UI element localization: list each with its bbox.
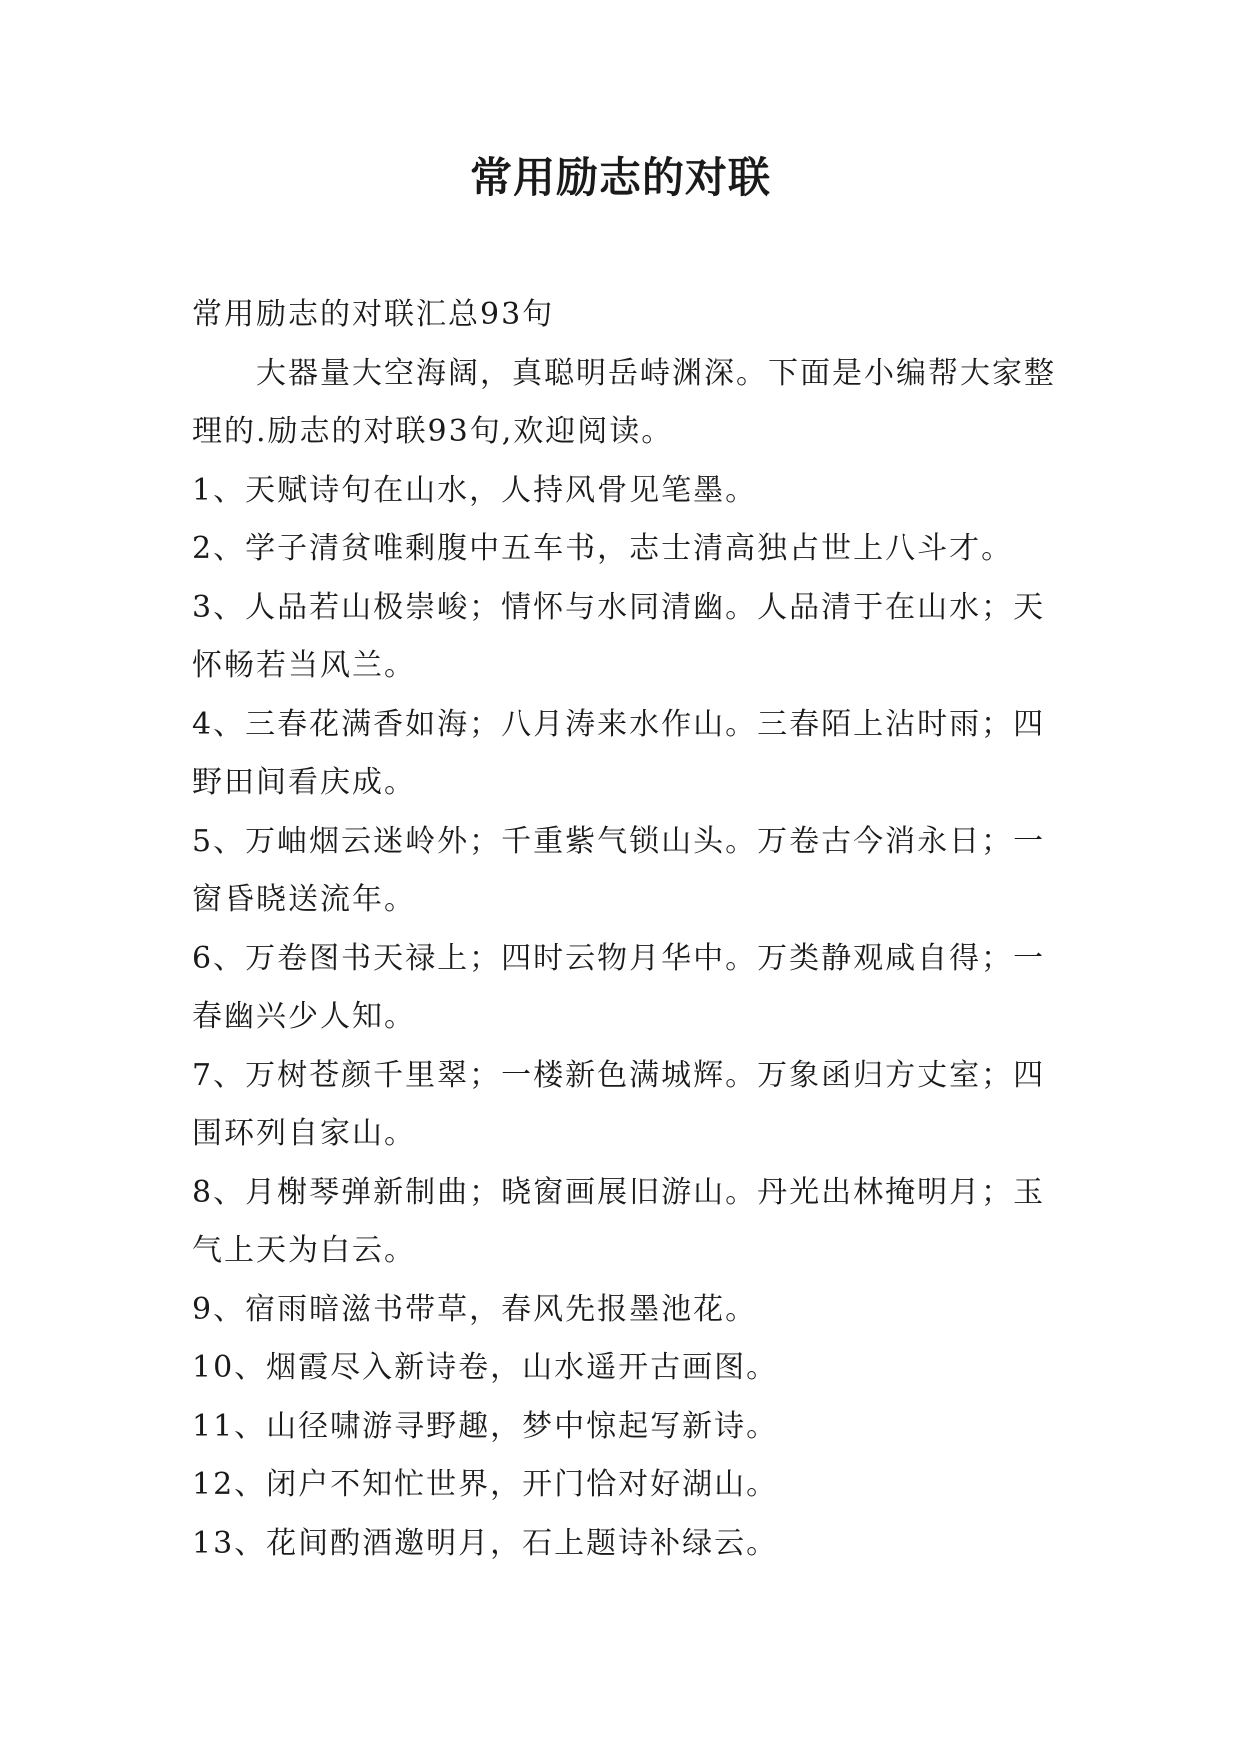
couplet-item: 10、烟霞尽入新诗卷，山水遥开古画图。 xyxy=(192,1350,779,1385)
couplet-item: 4、三春花满香如海；八月涛来水作山。三春陌上沾时雨；四野田间看庆成。 xyxy=(192,706,1046,800)
intro-paragraph: 大器量大空海阔，真聪明岳峙渊深。下面是小编帮大家整理的.励志的对联93句,欢迎阅读。 xyxy=(192,355,1056,449)
couplet-item: 5、万岫烟云迷岭外；千重紫气锁山头。万卷古今消永日；一窗昏晓送流年。 xyxy=(192,823,1046,917)
document-body xyxy=(192,286,1062,1573)
couplet-item: 11、山径啸游寻野趣，梦中惊起写新诗。 xyxy=(192,1408,779,1444)
couplet-item: 6、万卷图书天禄上；四时云物月华中。万类静观咸自得；一春幽兴少人知。 xyxy=(192,940,1046,1034)
couplet-item: 3、人品若山极崇峻；情怀与水同清幽。人品清于在山水；天怀畅若当风兰。 xyxy=(192,589,1046,683)
couplet-item: 1、天赋诗句在山水，人持风骨见笔墨。 xyxy=(192,472,758,508)
couplet-item: 9、宿雨暗滋书带草，春风先报墨池花。 xyxy=(192,1291,758,1327)
couplet-item: 8、月榭琴弹新制曲；晓窗画展旧游山。丹光出林掩明月；玉气上天为白云。 xyxy=(192,1174,1046,1268)
couplet-item: 12、闭户不知忙世界，开门恰对好湖山。 xyxy=(192,1467,779,1502)
couplet-item: 7、万树苍颜千里翠；一楼新色满城辉。万象函归方丈室；四围环列自家山。 xyxy=(192,1057,1046,1151)
document-title: 常用励志的对联 xyxy=(469,153,771,202)
couplet-item: 2、学子清贫唯剩腹中五车书，志士清高独占世上八斗才。 xyxy=(192,531,1014,566)
couplet-item: 13、花间酌酒邀明月，石上题诗补绿云。 xyxy=(192,1525,779,1561)
document-subtitle: 常用励志的对联汇总93句 xyxy=(192,297,555,332)
